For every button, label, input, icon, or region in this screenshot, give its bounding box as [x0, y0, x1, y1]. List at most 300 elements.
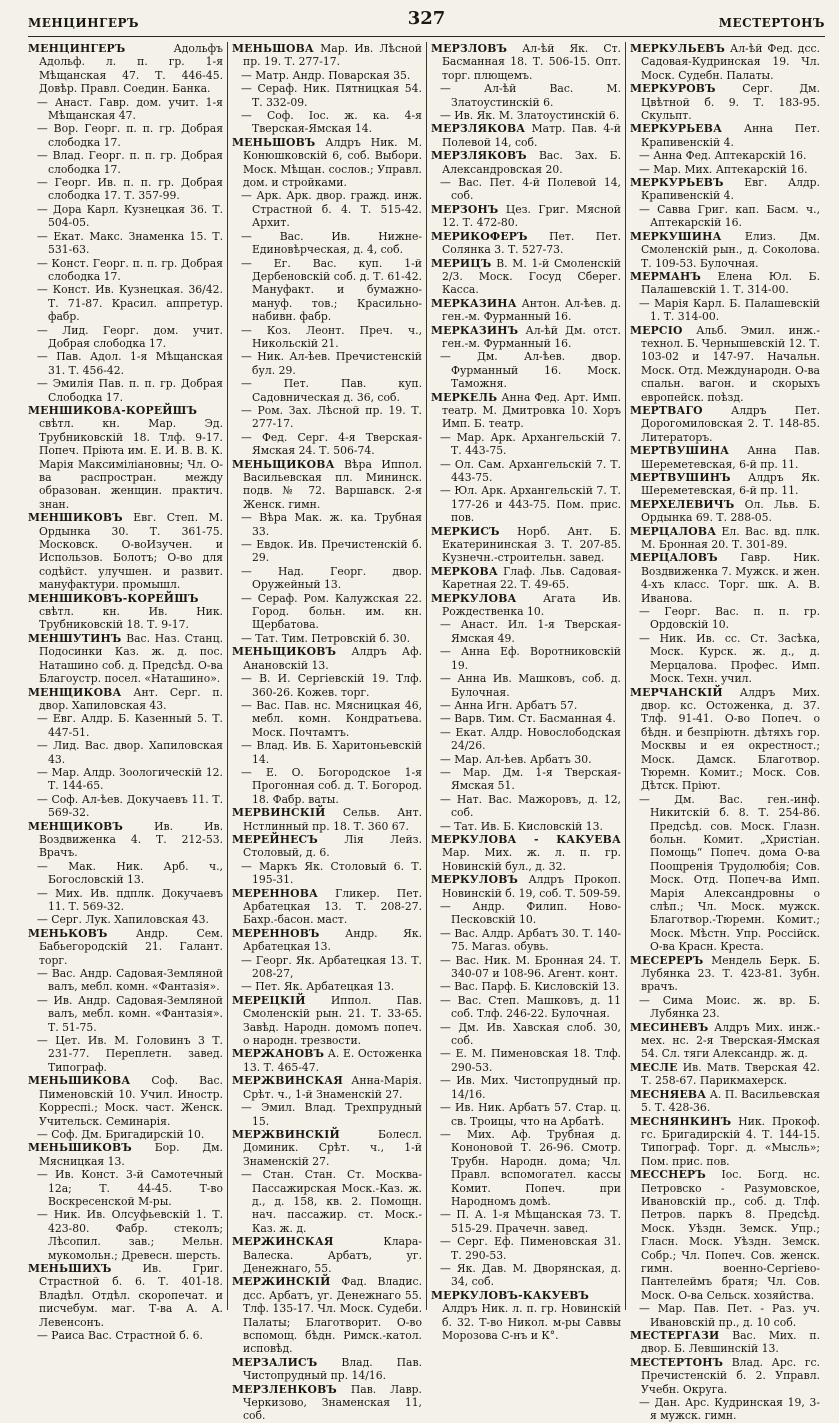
entry-text: Анна-Марія. Срѣт. ч., 1-й Знаменскій 27. — [243, 1074, 422, 1101]
directory-entry — [232, 645, 422, 672]
sub-entry — [232, 592, 422, 632]
directory-entry — [630, 404, 820, 444]
entry-surname: МЕРЕННОВА — [232, 886, 319, 900]
entry-text: Мар. Дм. 1-я Тверская-Ямская 51. — [451, 765, 622, 793]
entry-text: Марія Карл. Б. Палашевскій 1. Т. 314-00. — [650, 296, 820, 324]
entry-text: Лид. Вас. двор. Хапиловская 43. — [48, 739, 223, 766]
entry-surname: МЕНШИКОВЪ — [28, 511, 123, 525]
sub-entry — [28, 176, 223, 203]
directory-entry — [431, 592, 621, 619]
directory-entry — [630, 270, 820, 297]
entry-text: Елиз. Дм. Смоленскій рын., д. Соколова. Т. 109-53. Булочная. — [641, 229, 820, 270]
entry-text: Ол. Сам. Архангельскій 7. Т. 443-75. — [451, 457, 622, 484]
entry-surname: МЕНЬШОВА — [232, 42, 314, 55]
entry-surname: МЕРКОВА — [431, 564, 498, 578]
sub-entry — [431, 1128, 621, 1208]
sub-entry — [28, 324, 223, 351]
entry-text: Алдръ Ник. М. Конюшковскій 6, соб. Выбори. Моск. Мѣщан. сослов.; Управл. дом. и стройками. — [243, 135, 422, 190]
entry-text: Над. Георг. двор. Оружейный 13. — [252, 564, 422, 592]
entry-text: Алдръ Прокоп. Новинскій б. 19, соб. Т. 509-59. — [442, 873, 621, 900]
entry-surname: МЕРЗЛЯКОВА — [431, 122, 526, 136]
entry-surname: МЕРКУЛОВА — [431, 591, 517, 605]
entry-text: Ал-ѣй Фед. дсс. Садовая-Кудринская 19. Чл. Моск. Судебн. Палаты. — [641, 42, 820, 82]
directory-entry — [232, 1275, 422, 1355]
entry-text: Алдръ Ник. л. п. гр. Новинскій б. 32. Т-во Никол. м-ры Саввы Морозова С-нъ и К°. — [442, 1302, 621, 1342]
directory-entry — [630, 444, 820, 471]
sub-entry — [431, 994, 621, 1021]
sub-entry — [431, 1101, 621, 1128]
sub-entry — [431, 1047, 621, 1074]
sub-entry — [630, 994, 820, 1021]
directory-entry — [431, 230, 621, 257]
sub-entry — [232, 860, 422, 887]
entry-text: Евг. Степ. М. Ордынка 30. Т. 361-75. Московск. О-воИзучен. и Использов. Болотъ; О-во для содѣйст. улучшен. и развит. мануфактури. промышл. — [39, 511, 223, 592]
directory-entry — [232, 833, 422, 860]
entry-surname: МЕРЖВИНСКІЙ — [232, 1127, 340, 1141]
directory-columns — [28, 42, 825, 1423]
sub-entry — [232, 954, 422, 981]
directory-entry — [630, 230, 820, 270]
sub-entry — [630, 1302, 820, 1329]
entry-surname: МЕРЗОНЪ — [431, 202, 499, 216]
entry-text: Фад. Владис. дсс. Арбатъ, уг. Денежнаго 55. Тлф. 135-17. Чл. Моск. Судеби. Палаты; Благотворит. О-во вспомощ. бѣдн. Римск.-катол. исповѣд. — [243, 1275, 423, 1356]
sub-entry — [232, 404, 422, 431]
entry-text: Ив. Григ. Страстной б. 6. Т. 401-18. Владѣл. Отдѣл. скоропечат. и писчебум. маг. Т-ва А. А. Левенсонъ. — [39, 1261, 223, 1329]
entry-text: Ив. Конст. 3-й Самотечный 12а; Т. 44-45. Т-во Воскресенской М-ры. — [48, 1168, 223, 1208]
entry-text: Адольфъ Адольф. л. п. гр. 1-я Мѣщанская 47. Т. 446-45. Довѣр. Правл. Соедин. Банка. — [39, 42, 223, 96]
sub-entry — [28, 1128, 223, 1141]
sub-entry — [232, 377, 422, 404]
entry-surname: МЕРКУШИНА — [630, 229, 722, 243]
directory-entry — [232, 994, 422, 1048]
directory-entry — [28, 511, 223, 591]
sub-entry — [28, 230, 223, 257]
entry-surname: МЕСНЯЕВА — [630, 1087, 707, 1101]
entry-text: Раиса Вас. Страстной б. 6. — [51, 1329, 203, 1342]
sub-entry — [232, 189, 422, 229]
entry-text: А. П. Васильевская 5. Т. 428-36. — [641, 1087, 821, 1115]
entry-text: Як. Дав. М. Дворянская, д. 34, соб. — [451, 1261, 622, 1289]
entry-surname: МЕРЗАЛИСЪ — [232, 1355, 318, 1369]
directory-entry — [630, 1021, 820, 1061]
column-1 — [28, 42, 227, 1342]
entry-surname: МЕНЬШОВЪ — [232, 135, 316, 149]
sub-entry — [232, 109, 422, 136]
entry-surname: МЕРКУРЬЕВА — [630, 122, 723, 136]
directory-entry — [630, 471, 820, 498]
sub-entry — [28, 739, 223, 766]
entry-text: Юл. Арк. Архангельскій 7. Т. 177-26 и 443-75. Пом. прис. пов. — [451, 484, 621, 525]
entry-surname: МЕРЦАЛОВА — [630, 524, 717, 538]
entry-text: Вас. Степ. Машковъ, д. 11 соб. Тлф. 246-22. Булочная. — [451, 993, 621, 1021]
entry-text: Дора Карл. Кузнецкая 36. Т. 504-05. — [48, 202, 224, 230]
entry-text: Вѣра Мак. ж. ка. Трубная 33. — [252, 511, 422, 538]
directory-entry — [630, 498, 820, 525]
entry-surname: МЕНЬШИКОВА — [28, 1074, 131, 1088]
sub-entry — [28, 1329, 223, 1342]
entry-text: Андр. Филип. Ново-Песковскій 10. — [451, 900, 621, 927]
directory-entry — [28, 592, 223, 632]
entry-surname: МЕНЬШИХЪ — [28, 1261, 112, 1275]
entry-surname: МЕРЕЙНЕСЪ — [232, 832, 318, 846]
entry-text: Эмил. Влад. Трехпрудный 15. — [252, 1101, 422, 1128]
column-2 — [227, 42, 426, 1423]
sub-entry — [28, 96, 223, 123]
entry-text: Анаст. Гавр. дом. учит. 1-я Мѣщанская 47. — [48, 95, 223, 123]
entry-text: Серг. Лук. Хапиловская 43. — [51, 913, 209, 927]
entry-surname: МЕРЖВИНСКАЯ — [232, 1074, 343, 1088]
entry-surname: МЕРЖАНОВЪ — [232, 1047, 325, 1061]
directory-entry — [232, 1383, 422, 1423]
sub-entry — [431, 618, 621, 645]
directory-entry — [431, 1289, 621, 1343]
entry-text: Вас. Андр. Садовая-Земляной валъ, мебл. комн. «Фантазія». — [48, 967, 223, 994]
sub-entry — [28, 712, 223, 739]
entry-text: свѣтл. кн. Ив. Ник. Трубниковскій 18. Т. 9-17. — [39, 605, 223, 632]
entry-text: Серг. Дм. Цвѣтной б. 9. Т. 183-95. Скульпт. — [641, 82, 820, 123]
directory-entry — [28, 1141, 223, 1168]
sub-entry — [232, 431, 422, 458]
entry-text: Тат. Тим. Петровскій б. 30. — [255, 631, 411, 645]
directory-entry — [630, 551, 820, 605]
sub-entry — [431, 1074, 621, 1101]
sub-entry — [431, 927, 621, 954]
entry-surname: МЕСЕРЕРЪ — [630, 953, 704, 967]
entry-text: Анна Еф. Воротниковскій 19. — [451, 645, 621, 672]
entry-text: Соф. Дм. Бригадирскій 10. — [51, 1127, 205, 1141]
entry-text: Ол. Льв. Б. Ордынка 69. Т. 288-05. — [641, 497, 820, 525]
entry-text: Георг. Вас. п. п. гр. Ордовскій 10. — [650, 605, 821, 632]
entry-text: Алдръ Мих. двор. кс. Остоженка, д. 37. Тлф. 91-41. О-во Попеч. о бѣдн. и безпріютн. дѣтяхъ гор. Москвы и ея окрестност.; Моск. Дамск. Благотвор. Тюремн. Комит.; Моск. Сов. Дѣтск. Пріют. — [641, 685, 820, 793]
entry-surname: МЕРЧАНСКІЙ — [630, 685, 723, 699]
entry-text: Екат. Макс. Знаменка 15. Т. 531-63. — [48, 229, 223, 257]
directory-entry — [28, 820, 223, 860]
sub-entry — [431, 699, 621, 712]
directory-entry — [232, 1047, 422, 1074]
entry-text: Вѣра Иппол. Васильевская пл. Мининск. подв. № 72. Варшавск. 2-я Женск. гимн. — [243, 457, 422, 511]
entry-text: Вас. Ник. М. Бронная 24. Т. 340-07 и 108-96. Агент. конт. — [451, 953, 621, 981]
entry-text: Анаст. Ил. 1-я Тверская-Ямская 49. — [451, 618, 621, 645]
sub-entry — [431, 1021, 621, 1048]
entry-surname: МЕСНЯНКИНЪ — [630, 1114, 732, 1128]
directory-entry — [232, 927, 422, 954]
entry-text: Конст. Георг. п. п. гр. Добрая слободка 17. — [48, 256, 223, 283]
directory-entry — [431, 257, 621, 297]
sub-entry — [431, 726, 621, 753]
directory-entry — [630, 1329, 820, 1356]
sub-entry — [630, 793, 820, 954]
sub-entry — [431, 458, 621, 485]
entry-text: Клара-Валеска. Арбатъ, уг. Денежнаго, 55. — [243, 1235, 422, 1275]
entry-text: Фед. Серг. 4-я Тверская-Ямская 24. Т. 506-74. — [252, 430, 423, 458]
directory-entry — [28, 632, 223, 686]
entry-text: Агата Ив. Рождественка 10. — [442, 591, 621, 619]
entry-surname: МЕНШИКОВЪ-КОРЕЙШЪ — [28, 591, 199, 605]
directory-entry — [28, 1074, 223, 1128]
running-head-right: МЕСТЕРТОНЪ — [718, 16, 825, 30]
directory-entry — [431, 873, 621, 900]
sub-entry — [232, 230, 422, 257]
entry-text: А. Е. Остоженка 13. Т. 465-47. — [243, 1047, 422, 1074]
entry-text: Пет. Пет. Солянка 3. Т. 527-73. — [442, 229, 622, 257]
entry-surname: МЕНЬШИКОВЪ — [28, 1141, 132, 1155]
entry-text: Пав. Лавр. Черкизово, Знаменская 11, соб. — [243, 1382, 422, 1423]
entry-text: Мар. Алдр. Зоологическій 12. Т. 144-65. — [48, 765, 223, 793]
entry-surname: МЕРЗЛЕНКОВЪ — [232, 1382, 337, 1396]
directory-entry — [630, 122, 820, 149]
entry-text: Стан. Стан. Ст. Москва-Пассажирская Моск.-Каз. ж. д., д. 158, кв. 2. Помощн. нач. пассажир. ст. Моск.-Каз. ж. д. — [252, 1168, 422, 1235]
sub-entry — [431, 1262, 621, 1289]
entry-text: Ник. Ив. Олсуфьевскій 1. Т. 423-80. Фабр. стеколъ; Лѣсопил. зав.; Мельн. мукомольн.; Древесн. шерсть. — [48, 1208, 224, 1262]
directory-entry — [232, 887, 422, 927]
entry-surname: МЕРМАНЪ — [630, 269, 701, 283]
entry-surname: МЕРКУРЬЕВЪ — [630, 176, 724, 190]
entry-surname: МЕРКУРОВЪ — [630, 82, 716, 96]
entry-surname: МЕРКАЗИНЪ — [431, 323, 519, 337]
sub-entry — [232, 632, 422, 645]
sub-entry — [232, 672, 422, 699]
sub-entry — [28, 350, 223, 377]
entry-surname: МЕСТЕРГАЗИ — [630, 1329, 720, 1342]
entry-surname: МЕРКУЛОВА - КАКУЕВА — [431, 832, 621, 846]
entry-surname: МЕРИКОФЕРЪ — [431, 229, 528, 243]
entry-text: Георг. Ив. п. п. гр. Добрая слободка 17. Т. 357-99. — [48, 176, 223, 203]
entry-text: Пав. Адол. 1-я Мѣщанская 31. Т. 456-42. — [48, 350, 223, 377]
entry-text: В. И. Сергіевскій 19. Тлф. 360-26. Кожев. торг. — [252, 672, 423, 699]
directory-entry — [232, 806, 422, 833]
sub-entry — [232, 1168, 422, 1235]
entry-surname: МЕРКЕЛЬ — [431, 390, 498, 404]
entry-text: Мар. Пав. Пет. - Раз. уч. Ивановскій пр., д. 10 соб. — [650, 1302, 820, 1329]
entry-text: Вас. Мих. п. двор. Б. Левшинскій 13. — [641, 1329, 820, 1356]
entry-surname: МЕРТВУШИНА — [630, 444, 730, 458]
entry-surname: МЕРЖИНСКІЙ — [232, 1275, 331, 1289]
entry-surname: МЕРЦАЛОВЪ — [630, 551, 718, 565]
sub-entry — [28, 1208, 223, 1262]
entry-text: Іос. Богд. нс. Петровско - Разумовское, Ивановскій пр., соб. д. Тлф. Петров. паркъ 8. Предсѣд. Моск. Уѣздн. Земск. Упр.; Гласн. Моск. Уѣздн. Земск. Собр.; Чл. Попеч. Сов. женск. гимн. военно-Сергіево-Пантелеймъ братя; Чл. Сов. Моск. О-ва Сельск. хозяйства. — [641, 1168, 820, 1302]
sub-entry — [431, 484, 621, 524]
entry-surname: МЕНЬЩИКОВА — [232, 457, 335, 471]
entry-text: Сераф. Ник. Пятницкая 54. Т. 332-09. — [252, 82, 422, 109]
entry-text: Влад. Георг. п. п. гр. Добрая слободка 17. — [48, 149, 223, 176]
directory-entry — [431, 203, 621, 230]
entry-text: Анна Пет. Крапивенскій 4. — [641, 122, 820, 149]
entry-text: Соф. Ал-ѣев. Докучаевъ 11. Т. 569-32. — [48, 792, 224, 820]
entry-text: Ив. Андр. Садовая-Земляной валъ, мебл. комн. «Фантазія». Т. 51-75. — [48, 993, 223, 1034]
entry-text: Лид. Георг. дом. учит. Добрая слободка 17. — [48, 323, 223, 350]
directory-entry — [232, 1074, 422, 1101]
directory-entry — [431, 297, 621, 324]
entry-text: Ив. Ник. Арбатъ 57. Стар. ц. св. Троицы, что на Арбатѣ. — [451, 1101, 622, 1128]
entry-text: Вас. Наз. Станц. Подосинки Каз. ж. д. пос. Наташино соб. д. Предсѣд. О-ва Благоустр. посел. «Наташино». — [39, 631, 223, 686]
entry-text: Вор. Георг. п. п. гр. Добрая слободка 17. — [48, 122, 224, 149]
entry-text: Маркъ Як. Столовый 6. Т. 195-31. — [252, 859, 422, 887]
sub-entry — [630, 149, 820, 162]
entry-text: Серг. Еф. Пименовская 31. Т. 290-53. — [451, 1235, 621, 1262]
directory-entry — [431, 42, 621, 82]
sub-entry — [28, 887, 223, 914]
sub-entry — [431, 1235, 621, 1262]
directory-entry — [232, 1128, 422, 1168]
entry-surname: МЕНШИКОВА-КОРЕЙШЪ — [28, 403, 198, 417]
entry-text: Цез. Григ. Мясной 12. Т. 472-80. — [442, 202, 621, 230]
entry-surname: МЕНШУТИНЪ — [28, 631, 122, 645]
entry-text: Алдръ Аф. Анановскій 13. — [243, 645, 422, 672]
sub-entry — [431, 980, 621, 993]
entry-text: Ал-ѣй Дм. отст. ген.-м. Фурманный 16. — [442, 323, 621, 350]
entry-surname: МЕСТЕРТОНЪ — [630, 1355, 724, 1369]
sub-entry — [431, 431, 621, 458]
directory-entry — [630, 1061, 820, 1088]
directory-entry — [431, 391, 621, 431]
entry-text: Глаф. Льв. Садовая-Каретная 22. Т. 49-65. — [442, 564, 621, 592]
directory-entry — [630, 1168, 820, 1302]
entry-text: Елена Юл. Б. Палашевскій 1. Т. 314-00. — [641, 269, 821, 297]
directory-entry — [232, 458, 422, 512]
sub-entry — [431, 109, 621, 122]
page-header — [28, 6, 825, 37]
sub-entry — [630, 1396, 820, 1423]
directory-entry — [28, 686, 223, 713]
entry-text: Мих. Аф. Трубная д. Кононовой Т. 26-96. Смотр. Трубн. Народн. дома; Чл. Правл. вспомогател. кассы Комит. Попеч. при Народномъ домѣ. — [451, 1127, 621, 1208]
directory-entry — [431, 149, 621, 176]
entry-surname: МЕРКИСЪ — [431, 524, 500, 538]
entry-text: Евдок. Ив. Пречистенскій б. 29. — [252, 538, 423, 565]
entry-text: Сераф. Ром. Калужская 22. Город. больн. им. кн. Щербатова. — [252, 591, 422, 632]
sub-entry — [431, 672, 621, 699]
entry-text: Сима Моис. ж. вр. Б. Лубянка 23. — [650, 993, 820, 1021]
entry-surname: МЕСИНЕВЪ — [630, 1020, 709, 1034]
sub-entry — [630, 297, 820, 324]
entry-text: Вас. Парф. Б. Кисловскій 13. — [454, 980, 620, 994]
entry-surname: МЕНЩИКОВА — [28, 685, 122, 699]
entry-text: Пет. Пав. куп. Садовническая д. 36, соб. — [252, 377, 422, 404]
entry-text: Матр. Андр. Поварская 35. — [255, 68, 411, 82]
entry-text: Соф. Іос. ж. ка. 4-я Тверская-Ямская 14. — [252, 109, 422, 136]
entry-text: Ел. Вас. вд. плк. М. Бронная 20. Т. 301-89. — [641, 524, 820, 552]
entry-surname: МЕРКАЗИНА — [431, 296, 517, 310]
entry-text: Анна Фед. Арт. Имп. театр. М. Дмитровка 10. Хоръ Имп. Б. театр. — [442, 390, 622, 431]
directory-entry — [28, 42, 223, 96]
sub-entry — [28, 377, 223, 404]
entry-text: Вас. Ив. Нижне-Единовѣрческая, д. 4, соб. — [252, 229, 423, 257]
entry-text: Савва Григ. кап. Басм. ч., Аптекарскій 16. — [650, 202, 821, 230]
entry-surname: МЕНЦИНГЕРЪ — [28, 42, 126, 55]
entry-text: Георг. Як. Арбатецкая 13. Т. 208-27, — [252, 953, 422, 981]
entry-text: Ник. Прокоф. гс. Бригадирскій 4. Т. 144-15. Типограф. Торг. д. «Мысль»; Пом. прис. пов. — [641, 1114, 820, 1168]
entry-surname: МЕРЖИНСКАЯ — [232, 1235, 334, 1249]
sub-entry — [28, 766, 223, 793]
entry-text: В. М. 1-й Смоленскій 2/3. Моск. Госуд Сберег. Касса. — [442, 256, 621, 297]
entry-text: Ив. Як. М. Златоустинскій 6. — [454, 109, 620, 123]
entry-text: Матр. Пав. 4-й Полевой 14, соб. — [442, 122, 621, 149]
sub-entry — [28, 994, 223, 1034]
directory-entry — [630, 954, 820, 994]
entry-text: Вас. Зах. Б. Александровская 20. — [442, 149, 622, 176]
entry-text: Иппол. Пав. Смоленскій рын. 21. Т. 33-65. Завѣд. Народн. домомъ попеч. о народн. трезвости. — [243, 993, 422, 1048]
entry-text: Евг. Алдр. Крапивенскій 4. — [641, 176, 820, 203]
entry-text: Дм. Ал-ѣев. двор. Фурманный 16. Моск. Таможня. — [451, 350, 621, 391]
sub-entry — [232, 766, 422, 806]
directory-entry — [431, 525, 621, 565]
entry-text: Анна Фед. Аптекарскій 16. — [653, 149, 807, 163]
directory-entry — [232, 1356, 422, 1383]
entry-text: Анна Ив. Машковъ, соб. д. Булочная. — [451, 672, 621, 699]
entry-text: Влад. Ив. Б. Харитоньевскій 14. — [252, 739, 422, 766]
directory-entry — [28, 1262, 223, 1329]
entry-text: Гликер. Пет. Арбатецкая 13. Т. 208-27. Бахр.-басон. маст. — [243, 886, 423, 927]
sub-entry — [28, 203, 223, 230]
sub-entry — [28, 257, 223, 284]
entry-surname: МЕРТВУШИНЪ — [630, 471, 731, 484]
entry-surname: МЕССНЕРЪ — [630, 1168, 706, 1182]
directory-entry — [630, 82, 820, 122]
sub-entry — [28, 149, 223, 176]
sub-entry — [28, 1034, 223, 1074]
entry-text: Бор. Дм. Мясницкая 13. — [39, 1141, 223, 1168]
sub-entry — [431, 793, 621, 820]
entry-text: Вас. Алдр. Арбатъ 30. Т. 140-75. Магаз. обувь. — [451, 926, 622, 954]
entry-surname: МЕРКУЛОВЪ — [431, 873, 519, 887]
entry-text: Ник. Ал-ѣев. Пречистенскій бул. 29. — [252, 350, 422, 377]
entry-surname: МЕРСІО — [630, 323, 683, 337]
entry-text: Альб. Эмил. инж.-технол. Б. Чернышевскій 12. Т. 103-02 и 147-97. Начальн. Моск. Отд. Международн. О-ва спальн. вагон. и скорыхъ европейск. поѣзд. — [641, 323, 821, 404]
entry-text: Анна Игн. Арбатъ 57. — [454, 698, 578, 712]
entry-surname: МЕРЕННОВЪ — [232, 926, 320, 940]
sub-entry — [28, 283, 223, 323]
entry-surname: МЕРКУЛОВЪ-КАКУЕВЪ — [431, 1288, 590, 1302]
entry-text: Ал-ѣй Як. Ст. Басманная 18. Т. 506-15. Опт. торг. плющемъ. — [442, 42, 621, 82]
entry-text: Евг. Алдр. Б. Казенный 5. Т. 447-51. — [48, 712, 223, 739]
entry-text: Е. М. Пименовская 18. Тлф. 290-53. — [451, 1047, 621, 1074]
sub-entry — [630, 632, 820, 686]
sub-entry — [630, 163, 820, 176]
column-3 — [426, 42, 625, 1342]
directory-entry — [630, 525, 820, 552]
entry-surname: МЕНЬКОВЪ — [28, 926, 108, 940]
entry-text: Алдръ Як. Шереметевская, 6-й пр. 11. — [641, 471, 821, 498]
entry-text: П. А. 1-я Мѣщанская 73. Т. 515-29. Прачечн. завед. — [451, 1208, 622, 1235]
sub-entry — [431, 1208, 621, 1235]
sub-entry — [431, 753, 621, 766]
sub-entry — [232, 1101, 422, 1128]
directory-entry — [630, 42, 820, 82]
entry-text: Мар. Арк. Архангельскій 7. Т. 443-75. — [451, 430, 621, 458]
sub-entry — [28, 122, 223, 149]
sub-entry — [431, 900, 621, 927]
directory-entry — [28, 927, 223, 967]
entry-text: Вас. Пет. 4-й Полевой 14, соб. — [451, 176, 621, 203]
entry-text: Варв. Тим. Ст. Басманная 4. — [454, 712, 616, 726]
entry-text: Влад. Арс. гс. Пречистенскій б. 2. Управл. Учебн. Округа. — [641, 1355, 820, 1396]
entry-surname: МЕСЛЕ — [630, 1060, 678, 1074]
sub-entry — [232, 324, 422, 351]
sub-entry — [431, 176, 621, 203]
entry-surname: МЕРКУЛЬЕВЪ — [630, 42, 726, 55]
sub-entry — [232, 69, 422, 82]
entry-text: Анна Пав. Шереметевская, 6-й пр. 11. — [641, 444, 820, 471]
entry-text: Коз. Леонт. Преч. ч., Никольскій 21. — [252, 323, 422, 350]
entry-text: свѣтл. кн. Мар. Эд. Трубниковскій 18. Тлф. 9-17. Попеч. Пріюта им. Е. И. В. В. К. Марія Максиміліановны; Чл. О-ва распростран. между образован. женщин. практич. знан. — [39, 417, 223, 511]
sub-entry — [232, 350, 422, 377]
directory-entry — [630, 1088, 820, 1115]
entry-text: Мих. Ив. пдплк. Докучаевъ 11. Т. 569-32. — [48, 886, 223, 913]
entry-text: Ник. Ив. сс. Ст. Засѣка, Моск. Курск. ж. д., д. Мерцалова. Профес. Имп. Моск. Техн. учил. — [650, 631, 820, 686]
entry-text: Гавр. Ник. Воздвиженка 7. Мужск. и жен. 4-хъ класс. Торг. шк. А. В. Иванова. — [641, 551, 820, 605]
sub-entry — [431, 350, 621, 390]
sub-entry — [232, 699, 422, 739]
directory-entry — [630, 176, 820, 203]
